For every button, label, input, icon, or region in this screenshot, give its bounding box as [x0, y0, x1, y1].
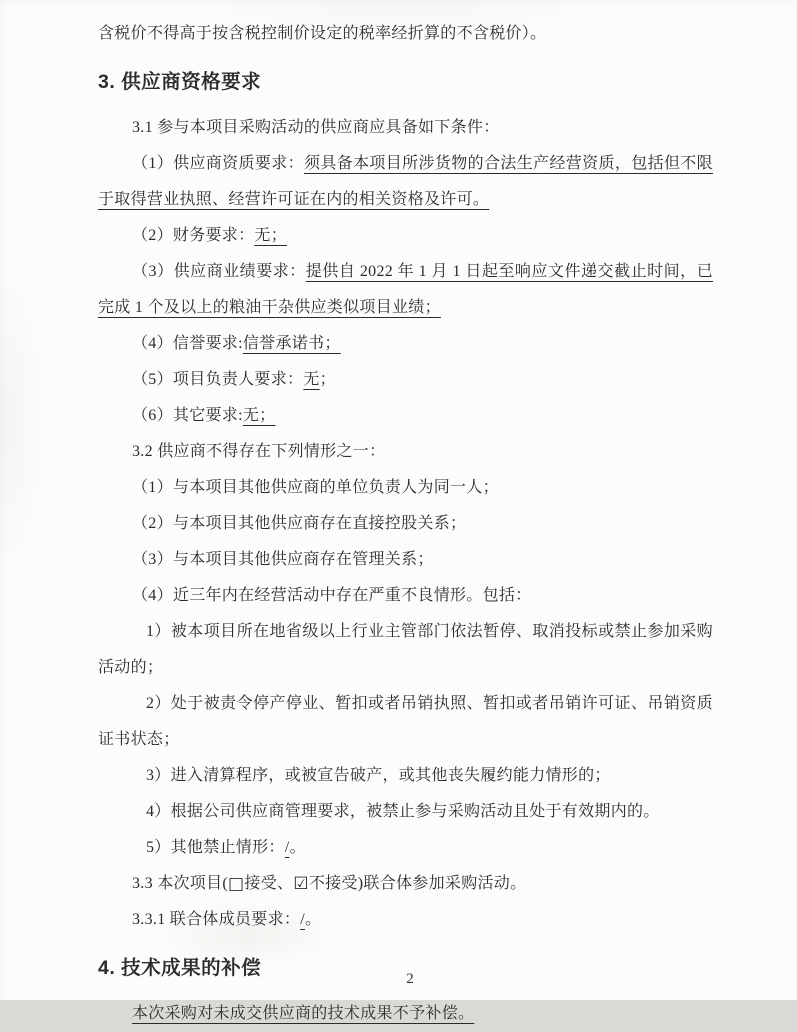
text-run: （3）供应商业绩要求：	[132, 263, 306, 280]
underlined-run: 无	[303, 371, 320, 388]
text-run: （6）其它要求:	[132, 407, 243, 424]
underlined-run: 信誉承诺书；	[242, 335, 341, 352]
text-run: 1）被本项目所在地省级以上行业主管部门依法暂停、取消投标或禁止参加采购活动的；	[98, 623, 713, 676]
paragraph	[98, 326, 713, 362]
paragraph	[98, 146, 713, 218]
text-run: （1）供应商资质要求：	[132, 155, 304, 172]
text-run: 3. 供应商资格要求	[98, 71, 262, 93]
text-run: （4）信誉要求:	[132, 335, 243, 352]
text-run: 。	[289, 839, 306, 856]
checkbox-checked-icon: ☑	[293, 874, 309, 894]
text-run: 含税价不得高于按含税控制价设定的税率经折算的不含税价）。	[98, 25, 547, 42]
paragraph	[98, 614, 713, 686]
text-run: 接受、	[244, 875, 294, 892]
text-run: 3）进入清算程序，或被宣告破产，或其他丧失履约能力情形的；	[146, 767, 611, 784]
paragraph	[98, 830, 713, 866]
text-run: （1）与本项目其他供应商的单位负责人为同一人；	[132, 479, 499, 496]
text-run: 4）根据公司供应商管理要求，被禁止参与采购活动且处于有效期内的。	[146, 803, 660, 820]
text-run: 3.3.1 联合体成员要求：	[132, 911, 301, 928]
paragraph	[98, 542, 713, 578]
section-heading	[98, 60, 713, 104]
text-run: 5）其他禁止情形：	[146, 839, 285, 856]
underlined-run: 无；	[242, 407, 276, 424]
checkbox-unchecked-icon: □	[228, 874, 245, 894]
text-run: （2）财务要求：	[132, 227, 255, 244]
underlined-run: 无；	[254, 227, 288, 244]
text-run: 2）处于被责令停产停业、暂扣或者吊销执照、暂扣或者吊销许可证、吊销资质证书状态；	[98, 695, 713, 748]
paragraph	[98, 16, 713, 52]
text-run: （5）项目负责人要求：	[132, 371, 304, 388]
paragraph	[98, 794, 713, 830]
text-run: 4. 技术成果的补偿	[98, 957, 262, 979]
text-run: 不接受)联合体参加采购活动。	[308, 875, 527, 892]
underlined-run: 提供自 2022 年 1 月 1 日起至响应文件递交截止时间，已完成 1 个及以上的粮油干杂供应类似项目业绩；	[98, 263, 713, 316]
text-run: 3.3 本次项目(	[132, 875, 229, 892]
text-run: （3）与本项目其他供应商存在管理关系；	[132, 551, 434, 568]
underlined-run: 本次采购对未成交供应商的技术成果不予补偿。	[132, 1005, 475, 1022]
paragraph	[98, 686, 713, 758]
text-run: 3.2 供应商不得存在下列情形之一：	[132, 443, 386, 460]
paragraph	[98, 996, 713, 1032]
paragraph	[98, 758, 713, 794]
paragraph	[98, 902, 713, 938]
text-run: ；	[319, 371, 336, 388]
paragraph	[98, 470, 713, 506]
text-run: 3.1 参与本项目采购活动的供应商应具备如下条件：	[132, 119, 500, 136]
paragraph	[98, 254, 713, 326]
page-number: 2	[406, 971, 415, 987]
paragraph	[98, 578, 713, 614]
paragraph	[98, 218, 713, 254]
underlined-run: /	[284, 839, 290, 856]
text-run: （2）与本项目其他供应商存在直接控股关系；	[132, 515, 467, 532]
text-run: （4）近三年内在经营活动中存在严重不良情形。包括：	[132, 587, 532, 604]
paragraph	[98, 362, 713, 398]
text-run: 。	[304, 911, 322, 928]
underlined-run: 须具备本项目所涉货物的合法生产经营资质，包括但不限于取得营业执照、经营许可证在内的相关资格及许可。	[98, 155, 713, 208]
paragraph	[98, 434, 713, 470]
paragraph	[98, 398, 713, 434]
paragraph	[98, 866, 713, 902]
paragraph	[98, 506, 713, 542]
paragraph	[98, 110, 713, 146]
underlined-run: /	[300, 911, 305, 928]
